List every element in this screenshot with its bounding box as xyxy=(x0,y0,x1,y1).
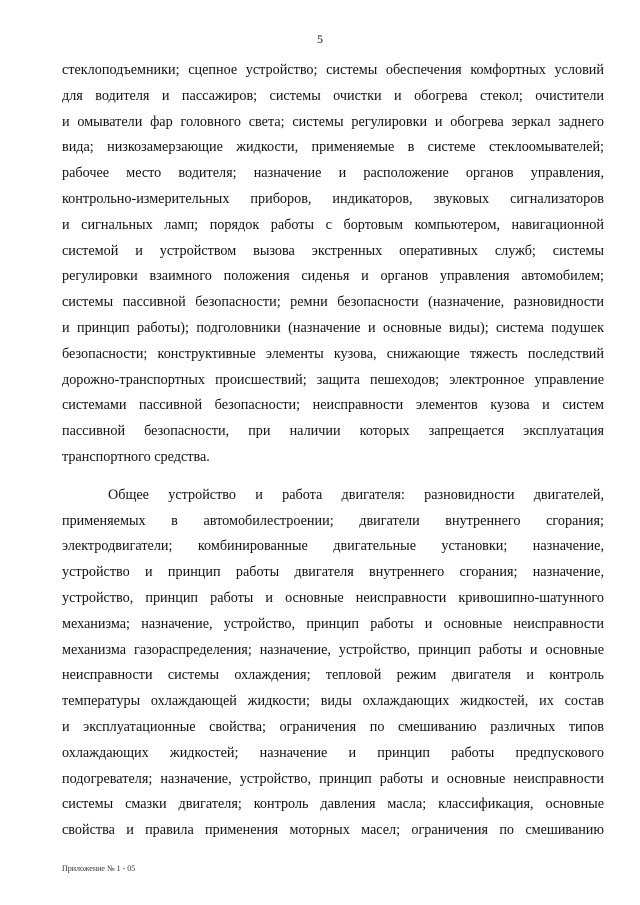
text-line: электродвигатели; комбинированные двигательные установки; назначение, xyxy=(62,538,604,555)
paragraph-spacer xyxy=(62,471,604,483)
text-line: дорожно-транспортных происшествий; защита пешеходов; электронное управление xyxy=(62,371,604,388)
text-line: системами пассивной безопасности; неисправности элементов кузова и систем xyxy=(62,397,604,414)
text-line: пассивной безопасности, при наличии которых запрещается эксплуатация xyxy=(62,423,604,440)
text-line: свойства и правила применения моторных масел; ограничения по смешиванию xyxy=(62,822,604,839)
text-line: вида; низкозамерзающие жидкости, применяемые в системе стеклоомывателей; xyxy=(62,139,604,156)
paragraph xyxy=(62,483,604,844)
text-line: подогревателя; назначение, устройство, принцип работы и основные неисправности xyxy=(62,770,604,787)
text-line: охлаждающих жидкостей; назначение и принцип работы предпускового xyxy=(62,744,604,761)
text-line: системы пассивной безопасности; ремни безопасности (назначение, разновидности xyxy=(62,294,604,311)
footer-note: Приложение № 1 - 05 xyxy=(62,864,136,873)
paragraph xyxy=(62,58,604,471)
text-line: механизма; назначение, устройство, принцип работы и основные неисправности xyxy=(62,615,604,632)
page-number: 5 xyxy=(317,32,323,46)
text-line: для водителя и пассажиров; системы очистки и обогрева стекол; очистители xyxy=(62,87,604,104)
document-body xyxy=(62,58,604,844)
text-line: и омыватели фар головного света; системы регулировки и обогрева зеркал заднего xyxy=(62,113,604,130)
text-line: Общее устройство и работа двигателя: разновидности двигателей, xyxy=(108,486,604,503)
text-line: температуры охлаждающей жидкости; виды охлаждающих жидкостей, их состав xyxy=(62,693,604,710)
text-line: транспортного средства. xyxy=(62,448,210,465)
text-line: безопасности; конструктивные элементы кузова, снижающие тяжесть последствий xyxy=(62,345,604,362)
text-line: системой и устройством вызова экстренных оперативных служб; системы xyxy=(62,242,604,259)
text-line: системы смазки двигателя; контроль давления масла; классификация, основные xyxy=(62,796,604,813)
text-line: регулировки взаимного положения сиденья и органов управления автомобилем; xyxy=(62,268,604,285)
text-line: механизма газораспределения; назначение, устройство, принцип работы и основные xyxy=(62,641,604,658)
text-line: применяемых в автомобилестроении; двигатели внутреннего сгорания; xyxy=(62,512,604,529)
text-line: и сигнальных ламп; порядок работы с бортовым компьютером, навигационной xyxy=(62,216,604,233)
text-line: неисправности системы охлаждения; тепловой режим двигателя и контроль xyxy=(62,667,604,684)
text-line: и принцип работы); подголовники (назначение и основные виды); система подушек xyxy=(62,319,604,336)
text-line: рабочее место водителя; назначение и расположение органов управления, xyxy=(62,165,604,182)
text-line: устройство и принцип работы двигателя внутреннего сгорания; назначение, xyxy=(62,564,604,581)
text-line: и эксплуатационные свойства; ограничения по смешиванию различных типов xyxy=(62,718,604,735)
text-line: контрольно-измерительных приборов, индикаторов, звуковых сигнализаторов xyxy=(62,190,604,207)
text-line: устройство, принцип работы и основные неисправности кривошипно-шатунного xyxy=(62,589,604,606)
text-line: стеклоподъемники; сцепное устройство; системы обеспечения комфортных условий xyxy=(62,62,604,78)
